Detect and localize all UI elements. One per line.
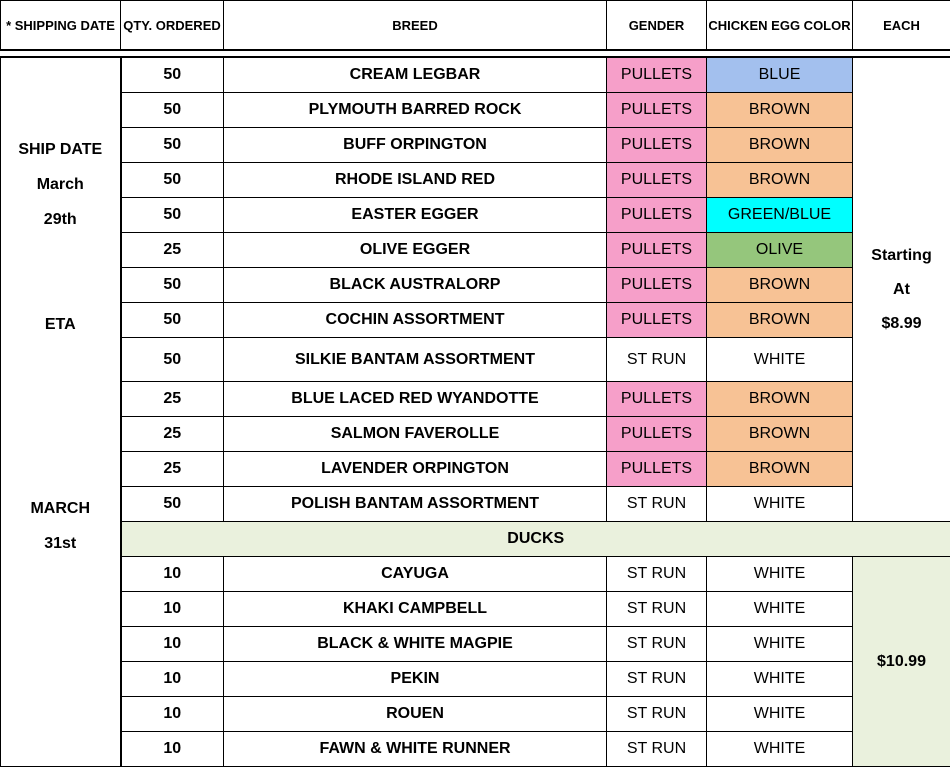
egg-color-cell: WHITE bbox=[707, 697, 853, 732]
chicken-row bbox=[1, 233, 950, 268]
qty-cell: 25 bbox=[121, 452, 224, 487]
breed-cell: RHODE ISLAND RED bbox=[224, 163, 607, 198]
duck-row bbox=[1, 732, 950, 767]
chicken-row bbox=[1, 338, 950, 382]
breed-cell: BLACK AUSTRALORP bbox=[224, 268, 607, 303]
breed-cell: CREAM LEGBAR bbox=[224, 57, 607, 93]
breed-cell: PEKIN bbox=[224, 662, 607, 697]
qty-cell: 50 bbox=[121, 128, 224, 163]
qty-cell: 50 bbox=[121, 303, 224, 338]
chicken-price-line1: Starting bbox=[871, 246, 932, 264]
egg-color-cell: WHITE bbox=[707, 557, 853, 592]
qty-cell: 10 bbox=[121, 662, 224, 697]
breed-cell: LAVENDER ORPINGTON bbox=[224, 452, 607, 487]
breed-cell: BLACK & WHITE MAGPIE bbox=[224, 627, 607, 662]
gender-cell: PULLETS bbox=[607, 452, 707, 487]
breed-cell: SILKIE BANTAM ASSORTMENT bbox=[224, 338, 607, 382]
breed-cell: SALMON FAVEROLLE bbox=[224, 417, 607, 452]
chicken-price-cell bbox=[853, 57, 950, 522]
gender-cell: PULLETS bbox=[607, 268, 707, 303]
duck-row bbox=[1, 592, 950, 627]
ducks-section-row bbox=[1, 522, 950, 557]
egg-color-cell: GREEN/BLUE bbox=[707, 198, 853, 233]
breed-cell: BLUE LACED RED WYANDOTTE bbox=[224, 382, 607, 417]
chicken-row bbox=[1, 163, 950, 198]
gender-cell: PULLETS bbox=[607, 303, 707, 338]
shipping-date-line5: MARCH bbox=[30, 499, 91, 517]
gender-cell: ST RUN bbox=[607, 627, 707, 662]
shipping-date-line4: ETA bbox=[44, 315, 76, 333]
qty-cell: 25 bbox=[121, 233, 224, 268]
gender-cell: PULLETS bbox=[607, 93, 707, 128]
header-spacer bbox=[1, 50, 950, 57]
chicken-row bbox=[1, 303, 950, 338]
header-breed: BREED bbox=[224, 1, 607, 51]
chicken-row bbox=[1, 128, 950, 163]
shipping-date-line3: 29th bbox=[43, 210, 77, 228]
breed-cell: PLYMOUTH BARRED ROCK bbox=[224, 93, 607, 128]
egg-color-cell: WHITE bbox=[707, 732, 853, 767]
duck-row bbox=[1, 697, 950, 732]
qty-cell: 50 bbox=[121, 198, 224, 233]
header-row bbox=[1, 1, 950, 51]
chicken-row bbox=[1, 268, 950, 303]
gender-cell: ST RUN bbox=[607, 487, 707, 522]
qty-cell: 10 bbox=[121, 592, 224, 627]
egg-color-cell: BROWN bbox=[707, 382, 853, 417]
ducks-section-label: DUCKS bbox=[121, 522, 950, 557]
header-gender: GENDER bbox=[607, 1, 707, 51]
gender-cell: PULLETS bbox=[607, 233, 707, 268]
qty-cell: 50 bbox=[121, 338, 224, 382]
gender-cell: ST RUN bbox=[607, 732, 707, 767]
egg-color-cell: BLUE bbox=[707, 57, 853, 93]
chicken-row bbox=[1, 487, 950, 522]
qty-cell: 50 bbox=[121, 268, 224, 303]
breed-cell: KHAKI CAMPBELL bbox=[224, 592, 607, 627]
egg-color-cell: WHITE bbox=[707, 627, 853, 662]
egg-color-cell: WHITE bbox=[707, 338, 853, 382]
gender-cell: ST RUN bbox=[607, 557, 707, 592]
egg-color-cell: OLIVE bbox=[707, 233, 853, 268]
table-body bbox=[1, 1, 950, 767]
header-shipping-date: * SHIPPING DATE bbox=[1, 1, 121, 51]
breed-cell: CAYUGA bbox=[224, 557, 607, 592]
chicken-row bbox=[1, 417, 950, 452]
header-each: EACH bbox=[853, 1, 950, 51]
egg-color-cell: BROWN bbox=[707, 163, 853, 198]
gender-cell: PULLETS bbox=[607, 382, 707, 417]
gender-cell: ST RUN bbox=[607, 697, 707, 732]
qty-cell: 25 bbox=[121, 417, 224, 452]
duck-row bbox=[1, 557, 950, 592]
shipping-date-line6: 31st bbox=[44, 534, 77, 552]
chicken-row bbox=[1, 382, 950, 417]
qty-cell: 50 bbox=[121, 487, 224, 522]
gender-cell: PULLETS bbox=[607, 417, 707, 452]
egg-color-cell: BROWN bbox=[707, 128, 853, 163]
egg-color-cell: BROWN bbox=[707, 303, 853, 338]
qty-cell: 10 bbox=[121, 627, 224, 662]
gender-cell: ST RUN bbox=[607, 338, 707, 382]
gender-cell: PULLETS bbox=[607, 128, 707, 163]
qty-cell: 50 bbox=[121, 57, 224, 93]
breed-cell: BUFF ORPINGTON bbox=[224, 128, 607, 163]
egg-color-cell: BROWN bbox=[707, 452, 853, 487]
qty-cell: 50 bbox=[121, 163, 224, 198]
header-egg-color: CHICKEN EGG COLOR bbox=[707, 1, 853, 51]
chicken-price-line2: At bbox=[893, 280, 910, 298]
gender-cell: ST RUN bbox=[607, 592, 707, 627]
duck-row bbox=[1, 662, 950, 697]
header-qty-ordered: QTY. ORDERED bbox=[121, 1, 224, 51]
breed-cell: FAWN & WHITE RUNNER bbox=[224, 732, 607, 767]
chicken-price-line3: $8.99 bbox=[881, 314, 922, 332]
egg-color-cell: WHITE bbox=[707, 592, 853, 627]
egg-color-cell: BROWN bbox=[707, 268, 853, 303]
duck-price-cell: $10.99 bbox=[853, 557, 950, 767]
gender-cell: PULLETS bbox=[607, 163, 707, 198]
qty-cell: 10 bbox=[121, 557, 224, 592]
shipping-date-line2: March bbox=[36, 175, 84, 193]
gender-cell: PULLETS bbox=[607, 198, 707, 233]
duck-row bbox=[1, 627, 950, 662]
shipping-date-block bbox=[1, 61, 120, 764]
egg-color-cell: BROWN bbox=[707, 417, 853, 452]
qty-cell: 25 bbox=[121, 382, 224, 417]
egg-color-cell: WHITE bbox=[707, 487, 853, 522]
gender-cell: PULLETS bbox=[607, 57, 707, 93]
qty-cell: 10 bbox=[121, 697, 224, 732]
breed-cell: OLIVE EGGER bbox=[224, 233, 607, 268]
qty-cell: 10 bbox=[121, 732, 224, 767]
qty-cell: 50 bbox=[121, 93, 224, 128]
breed-cell: POLISH BANTAM ASSORTMENT bbox=[224, 487, 607, 522]
chicken-row bbox=[1, 452, 950, 487]
breed-cell: ROUEN bbox=[224, 697, 607, 732]
chicken-row bbox=[1, 57, 950, 93]
chicken-row bbox=[1, 198, 950, 233]
egg-color-cell: BROWN bbox=[707, 93, 853, 128]
chicken-row bbox=[1, 93, 950, 128]
shipping-date-line1: SHIP DATE bbox=[18, 140, 103, 158]
gender-cell: ST RUN bbox=[607, 662, 707, 697]
egg-color-cell: WHITE bbox=[707, 662, 853, 697]
breed-cell: EASTER EGGER bbox=[224, 198, 607, 233]
shipping-date-cell bbox=[1, 57, 121, 767]
breed-cell: COCHIN ASSORTMENT bbox=[224, 303, 607, 338]
